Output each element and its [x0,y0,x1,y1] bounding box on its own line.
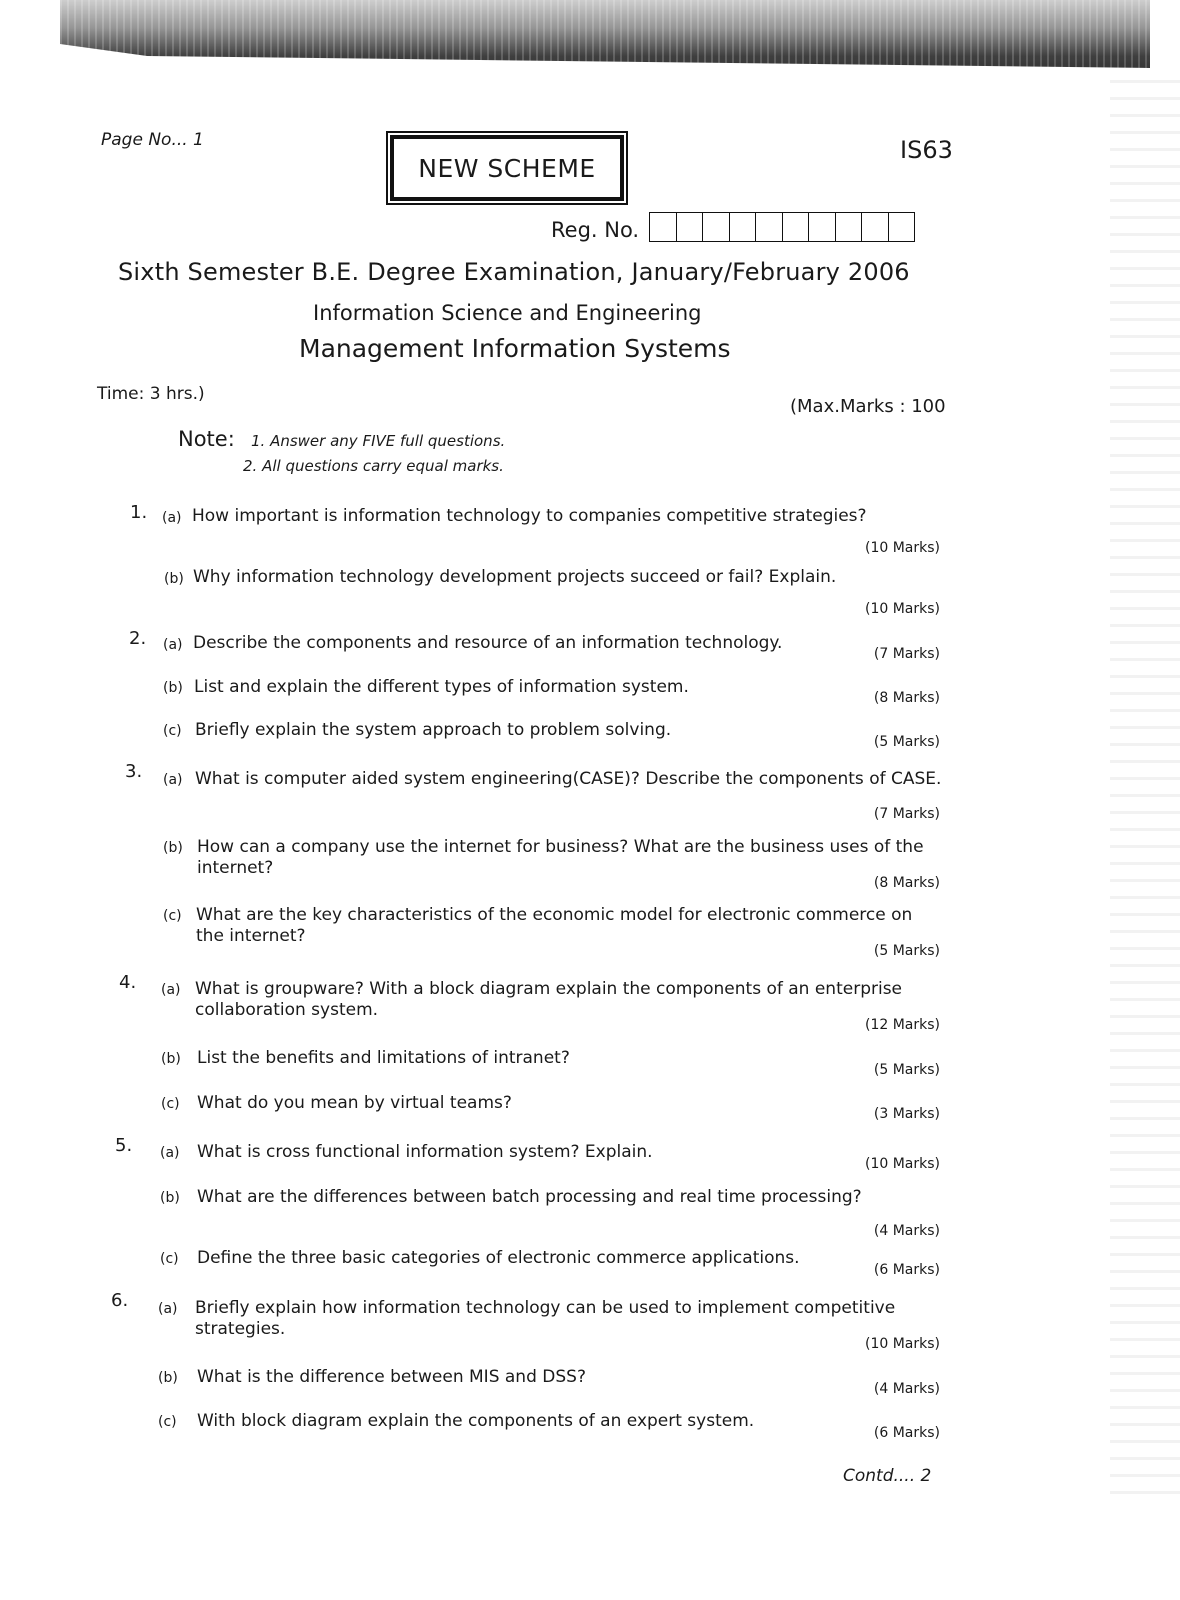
question-text: With block diagram explain the components of an expert system. [197,1411,755,1431]
question-text: What do you mean by virtual teams? [197,1093,512,1113]
part-label: (a) [160,1145,180,1161]
question-marks: (7 Marks) [873,646,940,662]
question-text: Describe the components and resource of an information technology. [193,633,783,653]
question-marks: (6 Marks) [873,1262,940,1278]
question-marks: (4 Marks) [873,1223,940,1239]
part-label: (b) [164,571,184,587]
note-item: 1. Answer any FIVE full questions. [251,432,506,450]
question-marks: (12 Marks) [864,1017,940,1033]
question-marks: (5 Marks) [873,734,940,750]
reg-no-boxes [649,212,915,242]
part-label: (b) [163,680,183,696]
reg-no-box [730,213,757,241]
reg-no-field [551,212,915,242]
question-number: 5. [115,1135,133,1156]
question-text: What is computer aided system engineering(CASE)? Describe the components of CASE. [195,769,942,789]
reg-no-box [783,213,810,241]
reg-no-box [756,213,783,241]
question-marks: (8 Marks) [873,690,940,706]
question-marks: (3 Marks) [873,1106,940,1122]
question-text: How can a company use the internet for business? What are the business uses of the internet? [197,837,924,878]
question-text: Briefly explain how information technology can be used to implement competitive strategies. [195,1298,896,1339]
question-marks: (5 Marks) [873,943,940,959]
part-label: (b) [158,1370,178,1386]
scheme-label: NEW SCHEME [418,153,596,183]
part-label: (c) [163,723,182,739]
question-marks: (10 Marks) [864,1156,940,1172]
question-text: List and explain the different types of information system. [194,677,689,697]
part-label: (a) [162,510,182,526]
exam-title: Sixth Semester B.E. Degree Examination, January/February 2006 [118,258,910,286]
question-text: Why information technology development projects succeed or fail? Explain. [193,567,837,587]
reg-no-box [809,213,836,241]
question-text: How important is information technology to companies competitive strategies? [192,506,867,526]
reg-no-box [862,213,889,241]
part-label: (c) [160,1251,179,1267]
question-text: What is groupware? With a block diagram explain the components of an enterprise collaboration system. [195,979,903,1020]
question-text: What is cross functional information system? Explain. [197,1142,653,1162]
reg-no-box [677,213,704,241]
scheme-box [386,131,628,205]
question-number: 3. [125,761,143,782]
part-label: (c) [158,1414,177,1430]
question-marks: (7 Marks) [873,806,940,822]
reg-no-label: Reg. No. [551,218,640,242]
question-text: What are the key characteristics of the economic model for electronic commerce on the internet? [196,905,913,946]
question-marks: (10 Marks) [864,1336,940,1352]
reg-no-box [650,213,677,241]
reg-no-box [703,213,730,241]
question-text: List the benefits and limitations of intranet? [197,1048,570,1068]
question-number: 1. [130,502,148,523]
continued-note: Contd.... 2 [843,1466,932,1486]
branch-name: Information Science and Engineering [313,301,702,325]
part-label: (a) [163,637,183,653]
part-label: (c) [163,908,182,924]
question-marks: (10 Marks) [864,540,940,556]
part-label: (b) [161,1051,181,1067]
reg-no-box [836,213,863,241]
scan-artifact-band [60,0,1150,80]
question-marks: (4 Marks) [873,1381,940,1397]
note-label: Note: [178,427,235,451]
question-number: 6. [111,1290,129,1311]
question-text: Define the three basic categories of electronic commerce applications. [197,1248,800,1268]
question-text: Briefly explain the system approach to problem solving. [195,720,672,740]
question-text: What are the differences between batch processing and real time processing? [197,1187,862,1207]
question-marks: (6 Marks) [873,1425,940,1441]
part-label: (a) [163,772,183,788]
subject-name: Management Information Systems [299,334,731,363]
max-marks: (Max.Marks : 100 [790,396,946,417]
reg-no-box [889,213,915,241]
part-label: (b) [163,840,183,856]
exam-time: Time: 3 hrs.) [97,384,205,404]
note-item: 2. All questions carry equal marks. [243,457,504,475]
part-label: (a) [161,982,181,998]
page-number: Page No... 1 [101,130,204,150]
part-label: (c) [161,1096,180,1112]
question-number: 2. [129,628,147,649]
part-label: (b) [160,1190,180,1206]
question-text: What is the difference between MIS and DSS? [197,1367,586,1387]
scan-edge-noise [1110,80,1180,1500]
question-marks: (10 Marks) [864,601,940,617]
question-marks: (8 Marks) [873,875,940,891]
part-label: (a) [158,1301,178,1317]
paper-code: IS63 [900,136,953,164]
question-number: 4. [119,972,137,993]
question-marks: (5 Marks) [873,1062,940,1078]
